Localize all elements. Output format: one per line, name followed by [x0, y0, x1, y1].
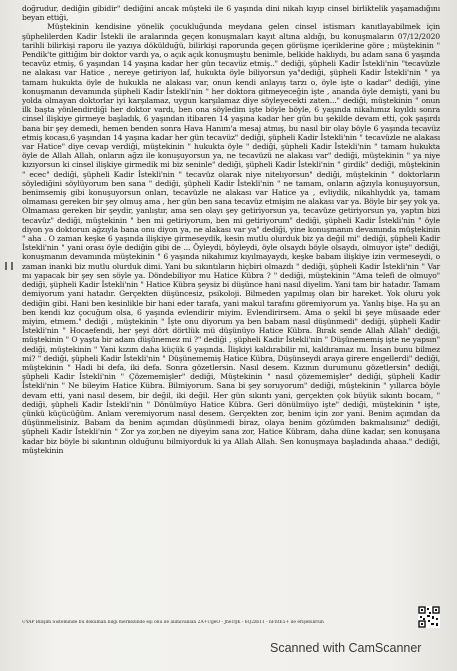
camscanner-watermark: Scanned with CamScanner: [270, 641, 422, 655]
qr-code-icon: [418, 606, 440, 628]
document-body-text: doğrudur, dediğin gibidir" dediğini ancak müşteki ile 6 yaşında dini nikah kıyıp cinsel birliktelik yaşamadığını beyan ettiği, Müştekinin kendisine yönelik çocukluğunda meydana gelen cinsel istismarı kanıtlayabilmek için şüphelilerden Kadir İstekli ile aralarında geçen konuşmaları kayıt altına aldığı, bu konuşmaların 07/12/2020 tarihli bilirkişi raporu ile yazıya dökülduğü, bilirkişi raporunda geçen görüşme içeriklerine göre ; müştekinin " Pendik'te gittiğim bir doktor vardı ya, o açık açık konuşmuştu benimle, belkide haklıydı, bu adam sana 6 yaşında tecavüz etmiş, 6 yaşından 14 yaşına kadar her gün tecavüz etmiş.." dediği, şüpheli Kadir İstekli'nin "tecavüzle ne alakası var Hatice , nereye getiriyon laf, hukukta öyle biliyorsun ya"dediği, şüpheli Kadir İstekli'nin " ya tamam hukukta öyle de hukukla ne alakası var, onun kendi anlayış tarzı o, öyle işte o kadar" dediği, yine konuşmanın devamında şüpheli Kadir İstekli'nin " her doktora gitmeyeceğin işte , ananda öyle demişti, yani bu yolda olmayan doktorlar iyi karşılamaz, uygun karşılamaz diye söyleyecekti zaten..." dediği, müştekinin " onun ilk başta yönlendirdiği her doktor vardı, ben ona söyledim işte böyle böyle, 6 yaşında nikahımız kıyıldı sonra cinsel ilişkiye girmeye başladık, 6 yaşından itibaren 14 yaşına kadar her gün bu şekilde devam etti, çok şaşırdı bana bir şey demedi, hemen benden sonra Hava Hanım'a mesaj atmış, bu nasıl bir olay böyle 6 yaşında tecavüz etmiş kocası,6 yaşından 14 yaşına kadar her gün tecavüz" dediği, şüpheli Kadir İstekli'nin " tecavüzle ne alakası var Hatice" diye cevap verdiği, müştekinin " hukukta öyle " dediği, şüpheli Kadir İstekli'nin " tamam hukukta öyle de Allah Allah, onların ağzı ile konuşuyorsun ya, ne tecavüzü ne alakası var" dediği, müştekinin " ya niye kızıyorsun ki cinsel ilişkiye girmedik mi biz seninle" dediği, şüpheli Kadir İstekli'nin " girdik" dediği, müştekinin " ecec" dediği, şüpheli Kadir İstekli'nin " tecavüz olarak niye nitelıyorsun" dediği, müştekinin " doktorların söylediğini söylüyorum ben sana " dediği, şüpheli Kadir İstekli'nin " ne tamam, onların ağzıyla konuşuyorsun, benimsemiş gibi konuşuyorsun onları, tecavüzle ne alakası var Hatice ya , evliydik, nikahlıydık ya, tamam olmaması gereken bir şey olmuş ama , her gün ben sana tecavüz etmişim ne alakası var ya. Böyle bir şey yok ya. Olmaması gereken bir şeydir, yanlıştır, ama sen olayı şey getiriyorsun ya, tecavüze getiriyorsun ya, yaptın bizi tecavüz" dediği, müştekinin " ben mi getiriyorum, ben mi getiriyorum" dediği, şüpheli Kadir İstekli'nin " öyle diyon ya doktorun ağzıyla bana onu diyon ya, ne alakası var ya" dediği, yine konuşmanın devamında müştekinin " aha . O zaman keşke 6 yaşında ilişkiye girmeseydik, kesin mutlu olurduk biz ya değil mi" dediği, şüpheli Kadir İstekli'nin " yani orası öyle dediğin gibi de ... Öyleydi, böyleydi, öyle olsaydı böyle olsaydı, olmuyor işte" dediği, konuşmanın devamında müştekinin " 6 yaşında nikahımız kıyılmayaydı, keşke babam ilişkiye izin vermeseydi, o zaman inanki biz mutlu olurduk dimi. Yani bu sıkıntıların hiçbiri olmazdı " dediği, şüpheli Kadir İstekli'nin " Var mı yapacak bir şey sen söyle ya. Döndebiliyor mu Hatice Kübra ? " dediği, müştekinin "Ama telefi de olmuyo" dediği, şüpheli Kadir İstekli'nin " Hatice Kübra şeysiz bi düşünce hani nasıl diyelim. Yani tam bir hatadır. Tamam demiyorum yani hatadır. Gerçekten düşüncesiz, psikoloji. Bilmeden yapılmış olan bir hareket. Yok oluru yok dediğin gibi. Hani ben kesinlikle bir hani eder tarafa, yani makul tarafını göremiyorum ya. Yanlış bişe. Ha şu an ben kendi kız çocuğum olsa, 6 yaşında evlendirir miyim. Evlendirirsem. Ama o şekil bi şeye müsaade eder miyim, etmem." dediği , müştekinin " İşte onu diyorum ya ben babam nasıl düşünmedi" dediği, şüpheli Kadir İstekli'nin " Hocaefendi, her şeyi dört dörtlük mü düşünüyo Hatice Kübra. Bırak sende Allah Allah" dediği, müştekinin " O yaşta bir adam düşünemez mi ?" dediği , şüpheli Kadir İstekli'nin " Düşünememiş işte ne yapsın" dediği, müştekinin " Yani kızım daha küçük 6 yaşında. İlişkiyi kaldırabilir mi, kaldıramaz mı. İnsan bunu bilmez mi? " dediği, şüpheli Kadir İstekli'nin " Düşünememiş Hatice Kübra, Düşünseydi araya girere engellerdi" dediği, müştekinin " Hadi bi defa, iki defa. Sonra gözetlersin. Nasıl desem. Kızının durumunu gözetlersin" dediği, şüpheli Kadir İstekli'nin " Çözememişler" dediği, Müştekinin " nasıl çözememişler" dediği, şüpheli Kadir İstekli'nin " Ne bileyim Hatice Kübra. Bilmiyorum. Sana bi şey soruyorum" dediği, müştekinin " yıllarca böyle devam etti, yani nasıl desem, bir değil, iki değil. Her gün sıkıntı yani, gerçekten çok büyük sıkıntı bocam, " dediği, şüpheli Kadir İstekli'nin " Dönülmüyo Hatice Kübra. Geri dönülmüyo işte" dediği, müştekinin " işte, çünkü küçücüğüm. Anlam veremiyorum nasıl desem. Gerçekten zor, benim için zor yani. Benim açımdan da düşünmelisiniz. Babam da benim açımdan düşünmedi biraz, olaya benim gözümden bakmalısınız" dediği, şüpheli Kadir İstekli'nin " Zor ya zor,ben ne diyeyim sana zor, Hatice Kübram, daha düne kadar, sen konuşana kadar biz böyle bi sıkıntının olduğunu bilmiyorduk ki ya Allah Allah. Sen konuşmaya başladında ahaaa." dediği, müştekinin: [22, 4, 440, 455]
binder-hole-mark: [5, 262, 13, 270]
uyap-footer-note: UYAP Bilişim Sisteminde bu doküman bilgi merkezinde eşi onu ile alimivanlan 2A+UgeO - Jhe1fjK - 6Q2zb11 - nFntE5+ ıle erişebilirsin: [22, 620, 324, 625]
